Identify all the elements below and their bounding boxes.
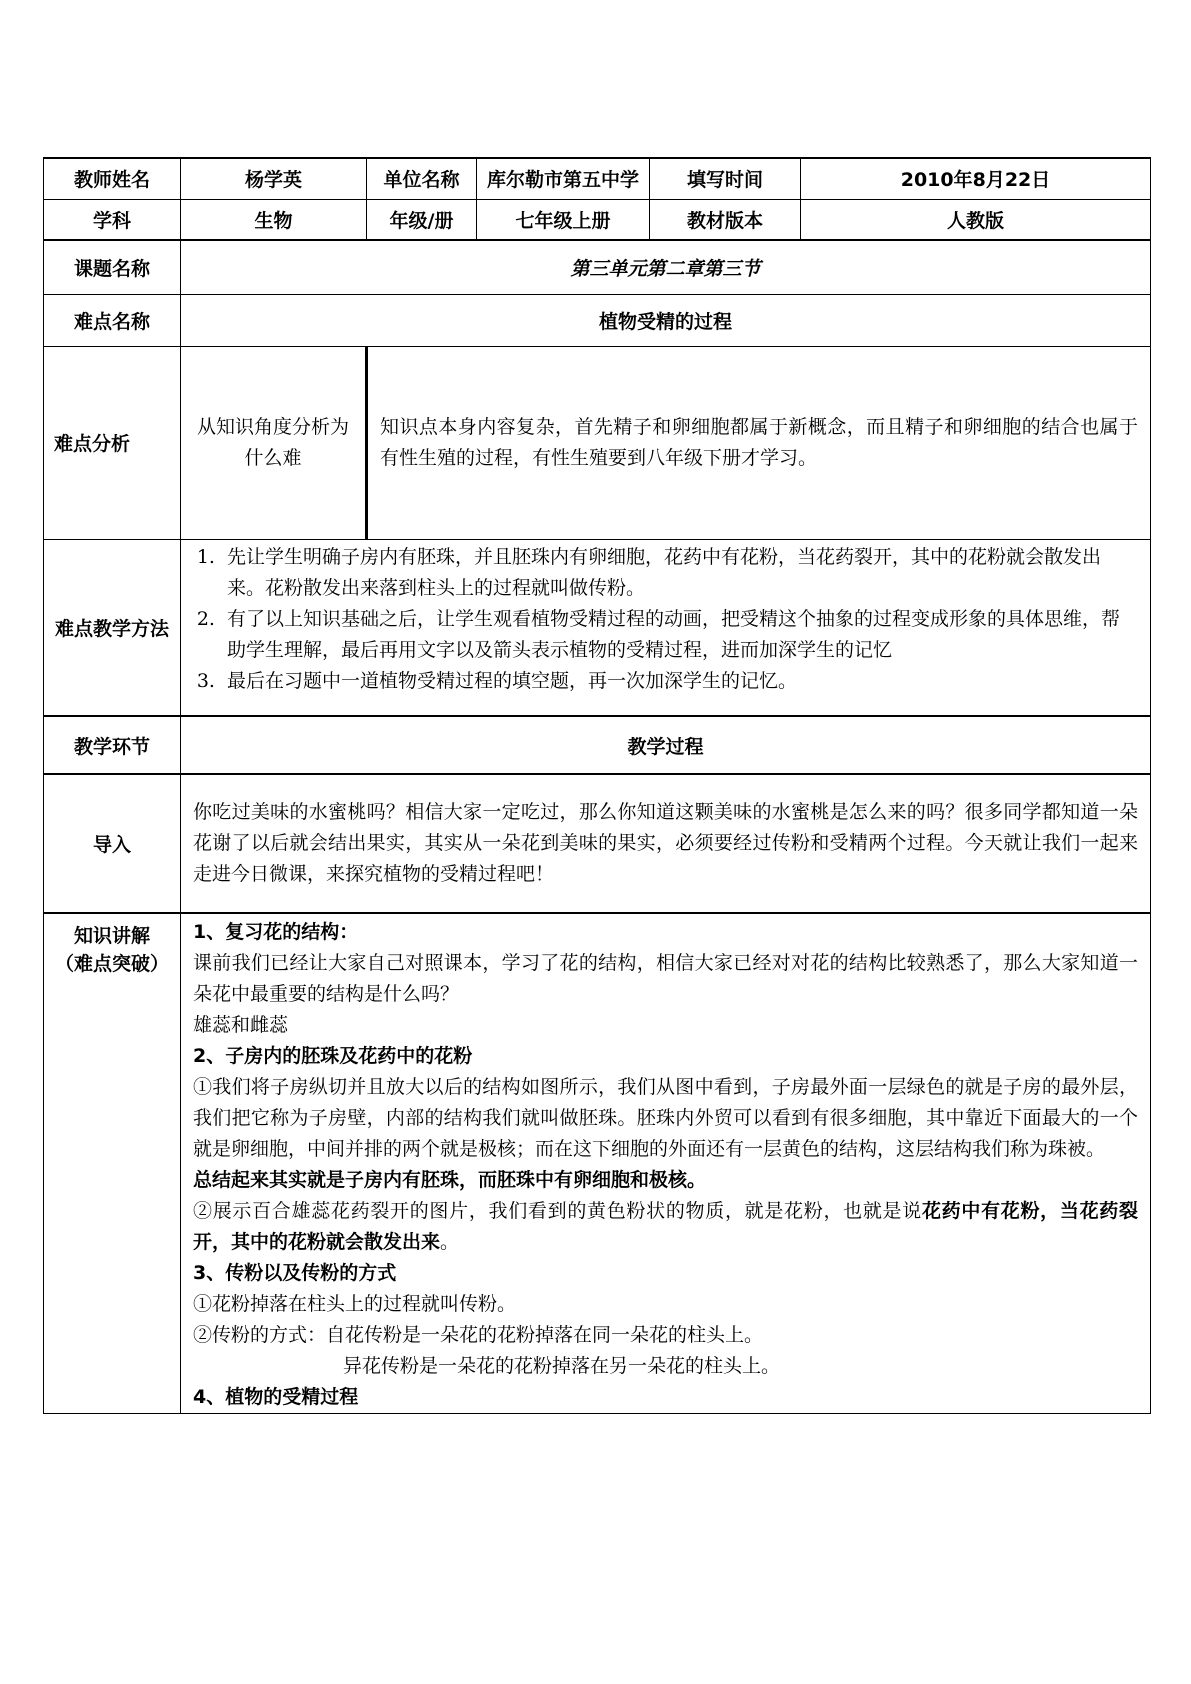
intro-label: 导入	[44, 774, 181, 913]
analysis-text: 知识点本身内容复杂，首先精子和卵细胞都属于新概念，而且精子和卵细胞的结合也属于有性生殖的过程，有性生殖要到八年级下册才学习。	[367, 346, 1151, 539]
date-value: 2010年8月22日	[801, 158, 1151, 199]
grade-value: 七年级上册	[477, 199, 650, 240]
section-2-summary: 总结起来其实就是子房内有胚珠，而胚珠中有卵细胞和极核。	[193, 1169, 707, 1191]
method-item: 3. 最后在习题中一道植物受精过程的填空题，再一次加深学生的记忆。	[221, 666, 1138, 697]
intro-text: 你吃过美味的水蜜桃吗？相信大家一定吃过，那么你知道这颗美味的水蜜桃是怎么来的吗？很多同学都知道一朵花谢了以后就会结出果实，其实从一朵花到美味的果实，必须要经过传粉和受精两个过程。今天就让我们一起来走进今日微课，来探究植物的受精过程吧！	[181, 774, 1151, 913]
method-item: 2. 有了以上知识基础之后，让学生观看植物受精过程的动画，把受精这个抽象的过程变成形象的具体思维，帮助学生理解，最后再用文字以及箭头表示植物的受精过程，进而加深学生的记忆	[221, 604, 1138, 666]
teacher-value: 杨学英	[181, 158, 367, 199]
unit-label: 单位名称	[367, 158, 477, 199]
section-1-answer: 雄蕊和雌蕊	[193, 1014, 289, 1036]
section-2-text2-c: 。	[440, 1231, 460, 1253]
section-3-line3: 异花传粉是一朵花的花粉掉落在另一朵花的柱头上。	[343, 1355, 781, 1377]
knowledge-content	[181, 913, 1151, 1414]
analysis-label: 难点分析	[44, 346, 181, 539]
edition-label: 教材版本	[650, 199, 801, 240]
section-1-text: 课前我们已经让大家自己对照课本，学习了花的结构，相信大家已经对对花的结构比较熟悉了，那么大家知道一朵花中最重要的结构是什么吗？	[193, 952, 1138, 1005]
section-4-title: 4、植物的受精过程	[193, 1386, 359, 1408]
difficulty-value: 植物受精的过程	[181, 294, 1151, 346]
section-2-text: ①我们将子房纵切并且放大以后的结构如图所示，我们从图中看到，子房最外面一层绿色的就是子房的最外层，我们把它称为子房壁，内部的结构我们就叫做胚珠。胚珠内外贸可以看到有很多细胞，其中靠近下面最大的一个就是卵细胞，中间并排的两个就是极核；而在这下细胞的外面还有一层黄色的结构，这层结构我们称为珠被。	[193, 1076, 1138, 1160]
lesson-plan-page	[43, 157, 1150, 1414]
method-label: 难点教学方法	[44, 539, 181, 716]
process-label: 教学环节	[44, 716, 181, 774]
topic-label: 课题名称	[44, 240, 181, 294]
grade-label: 年级/册	[367, 199, 477, 240]
section-3-line2: ②传粉的方式：自花传粉是一朵花的花粉掉落在同一朵花的柱头上。	[193, 1324, 764, 1346]
teacher-label: 教师姓名	[44, 158, 181, 199]
knowledge-label-cell	[44, 913, 181, 1414]
section-2-text2	[193, 1196, 1138, 1258]
lesson-plan-table	[43, 157, 1151, 1414]
method-cell	[181, 539, 1151, 716]
topic-value: 第三单元第二章第三节	[181, 240, 1151, 294]
subject-value: 生物	[181, 199, 367, 240]
difficulty-label: 难点名称	[44, 294, 181, 346]
date-label: 填写时间	[650, 158, 801, 199]
section-2-text2-a: ②展示百合雄蕊花药裂开的图片，我们看到的黄色粉状的物质，就是花粉，也就是说	[193, 1200, 922, 1222]
section-2-title: 2、子房内的胚珠及花药中的花粉	[193, 1045, 473, 1067]
knowledge-label: 知识讲解	[73, 925, 150, 947]
edition-value: 人教版	[801, 199, 1151, 240]
method-list	[181, 542, 1138, 697]
subject-label: 学科	[44, 199, 181, 240]
section-3-title: 3、传粉以及传粉的方式	[193, 1262, 397, 1284]
section-2-text2-b: 花药中有花粉，当花药裂开，其中的花粉就会散发出来	[193, 1200, 1138, 1253]
section-1-title: 1、复习花的结构：	[193, 921, 359, 943]
section-3-line1: ①花粉掉落在柱头上的过程就叫传粉。	[193, 1293, 517, 1315]
analysis-sub-label: 从知识角度分析为什么难	[181, 346, 367, 539]
method-item: 1. 先让学生明确子房内有胚珠，并且胚珠内有卵细胞，花药中有花粉，当花药裂开，其中的花粉就会散发出来。花粉散发出来落到柱头上的过程就叫做传粉。	[221, 542, 1138, 604]
knowledge-sublabel: （难点突破）	[54, 953, 169, 975]
process-value: 教学过程	[181, 716, 1151, 774]
unit-value: 库尔勒市第五中学	[477, 158, 650, 199]
